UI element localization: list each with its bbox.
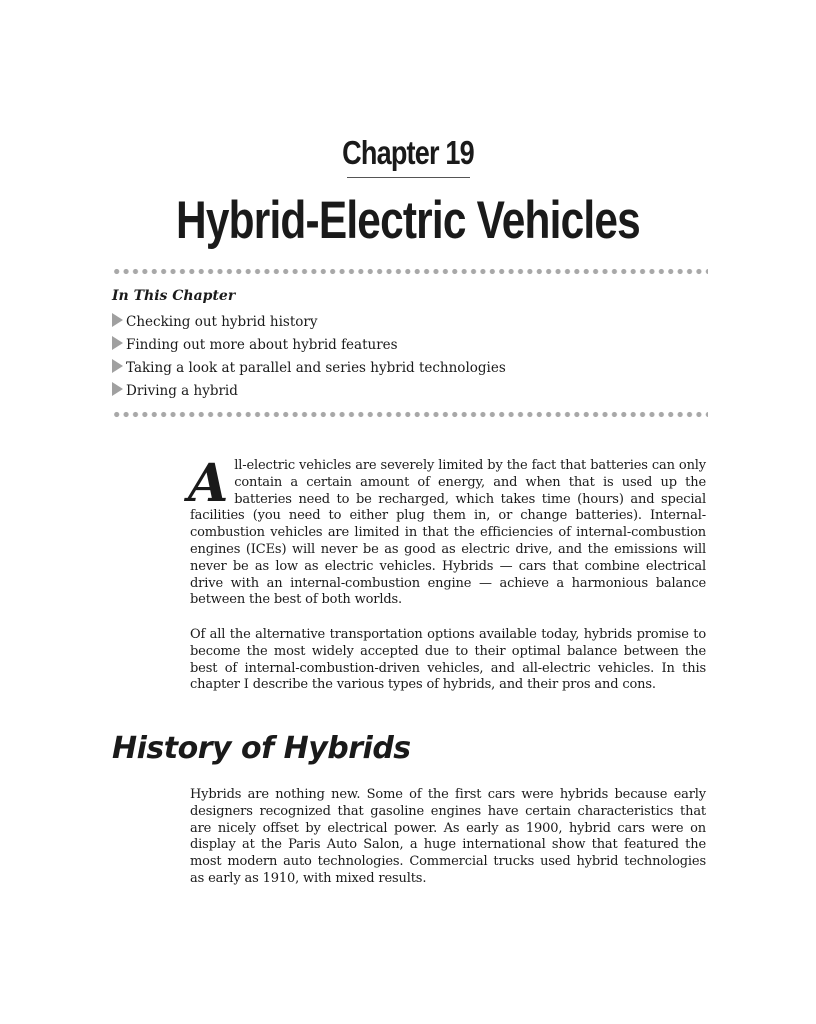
- chapter-topic-text: Checking out hybrid history: [126, 314, 318, 330]
- chapter-topic-text: Taking a look at parallel and series hybrid technologies: [126, 360, 506, 376]
- intro-paragraph-2: Of all the alternative transportation options available today, hybrids promise to become the most widely accepted due to their optimal balance between the best of internal-combustion-driven vehicles, and all-electric vehicles. In this chapter I describe the various types of hybrids, and their pros and cons.: [190, 627, 706, 693]
- in-this-chapter-heading: In This Chapter: [112, 288, 236, 304]
- chapter-title: Hybrid-Electric Vehicles: [176, 191, 640, 250]
- intro-paragraph-1-text: ll-electric vehicles are severely limited by the fact that batteries can only contain a certain amount of energy, and when that is used up the batteries need to be recharged, which takes time (hours) and special facilities (you need to either plug them in, or change batteries). Internal-combustion vehicles are limited in that the efficiencies of internal-combustion engines (ICEs) will never be as good as electric drive, and the emissions will never be as low as electric vehicles. Hybrids — cars that combine electrical drive with an internal-combustion engine — achieve a harmonious balance between the best of both worlds.: [190, 458, 706, 608]
- section-heading-history: History of Hybrids: [112, 731, 411, 766]
- dotted-divider-bottom: [112, 411, 708, 418]
- chapter-topic-text: Driving a hybrid: [126, 383, 238, 399]
- drop-cap: A: [188, 453, 229, 514]
- dotted-divider-top: [112, 268, 708, 275]
- history-paragraph: Hybrids are nothing new. Some of the first cars were hybrids because early designers recognized that gasoline engines have certain characteristics that are nicely offset by electrical power. As early as 1900, hybrid cars were on display at the Paris Auto Salon, a huge international show that featured the most modern auto technologies. Commercial trucks used hybrid technologies as early as 1910, with mixed results.: [190, 787, 706, 886]
- intro-paragraph-1: [188, 453, 706, 609]
- chapter-topic-item: [112, 336, 506, 359]
- bullet-arrow-icon: [112, 336, 123, 350]
- chapter-topic-item: [112, 382, 506, 405]
- bullet-arrow-icon: [112, 359, 123, 373]
- in-this-chapter-list: [112, 313, 506, 405]
- bullet-arrow-icon: [112, 382, 123, 396]
- chapter-label: Chapter 19: [342, 134, 474, 171]
- chapter-topic-item: [112, 313, 506, 336]
- chapter-topic-item: [112, 359, 506, 382]
- chapter-rule: [347, 177, 470, 178]
- bullet-arrow-icon: [112, 313, 123, 327]
- chapter-topic-text: Finding out more about hybrid features: [126, 337, 398, 353]
